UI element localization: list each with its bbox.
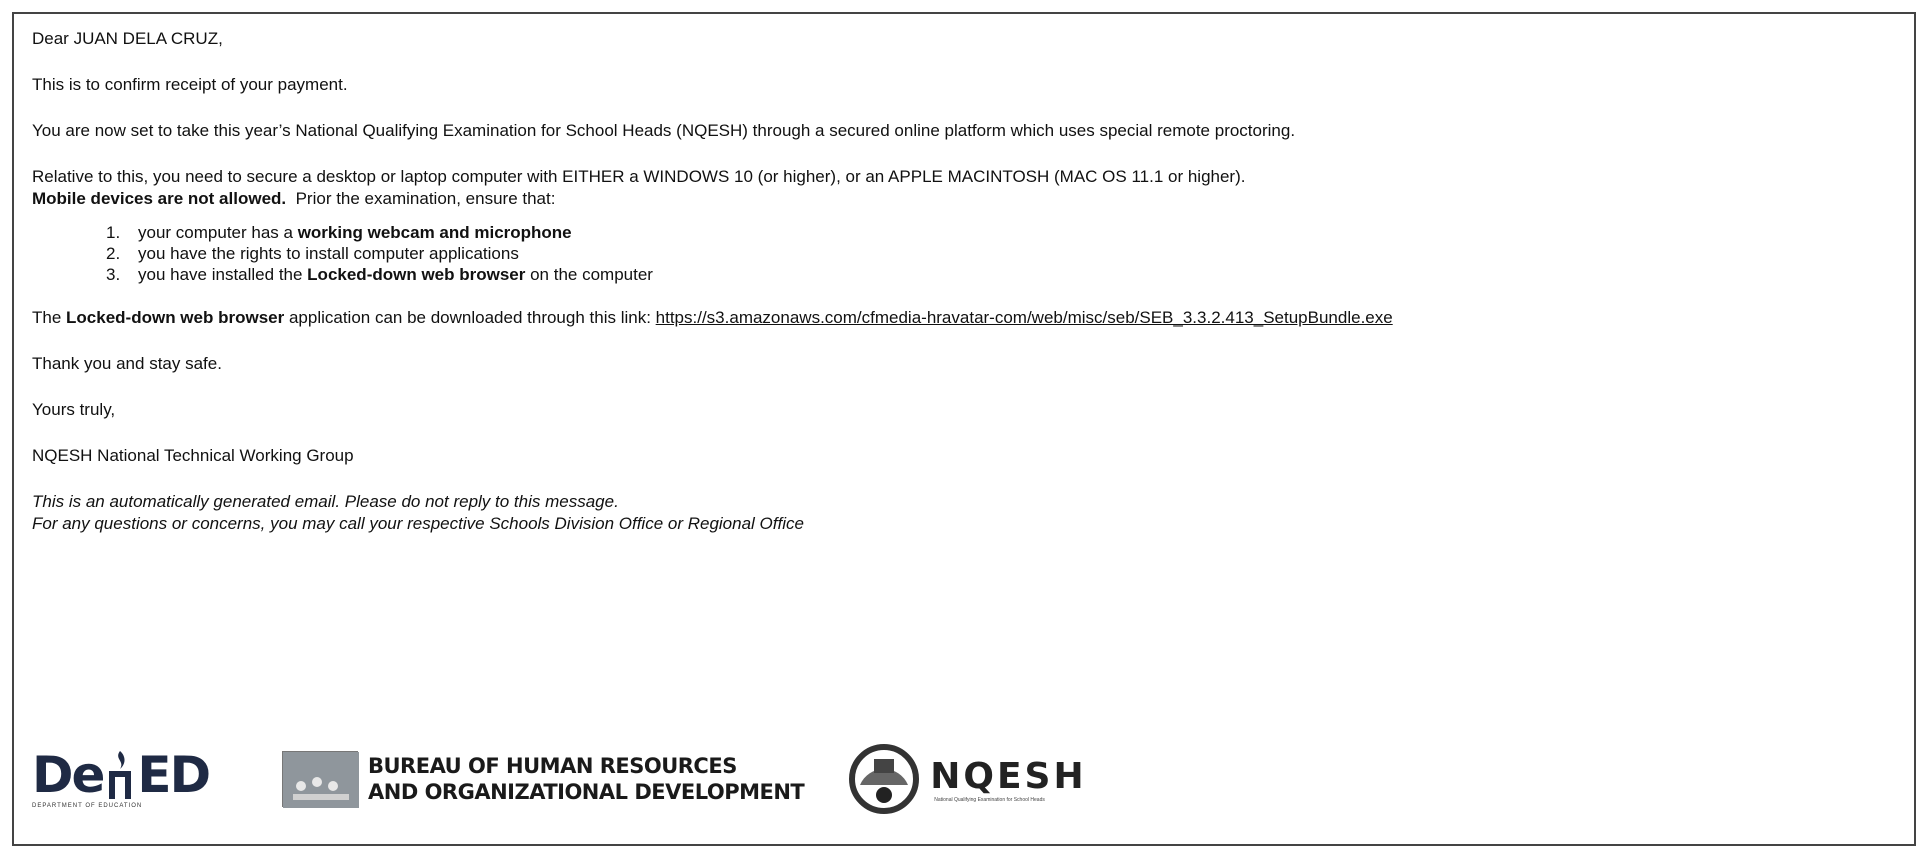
- list-bold: Locked-down web browser: [307, 265, 526, 284]
- list-text: you have the rights to install computer applications: [138, 244, 519, 263]
- download-text-mid: application can be downloaded through this link:: [284, 308, 656, 327]
- list-item: [106, 243, 1896, 264]
- paragraph-exam: You are now set to take this year’s National Qualifying Examination for School Heads (NQESH) through a secured online platform which uses special remote proctoring.: [32, 121, 1296, 140]
- signature-line: NQESH National Technical Working Group: [32, 446, 354, 465]
- requirements-rest: Prior the examination, ensure that:: [286, 189, 556, 208]
- list-text: your computer has a: [138, 223, 298, 242]
- list-number: 2.: [106, 244, 121, 263]
- paragraph-download: [32, 307, 1896, 329]
- mobile-warning: Mobile devices are not allowed.: [32, 189, 287, 208]
- list-item: [106, 264, 1896, 285]
- nqesh-emblem-icon: [844, 739, 924, 819]
- download-bold: Locked-down web browser: [66, 308, 285, 327]
- deped-word-left: De: [32, 746, 104, 804]
- thanks-line: Thank you and stay safe.: [32, 354, 222, 373]
- nqesh-wordmark: NQESH: [930, 755, 1087, 797]
- email-body: [32, 28, 1896, 535]
- greeting: Dear JUAN DELA CRUZ,: [32, 29, 223, 48]
- list-number: 3.: [106, 265, 121, 284]
- download-text: The: [32, 308, 67, 327]
- list-item: [106, 222, 1896, 243]
- list-text: you have installed the: [138, 265, 308, 284]
- bhrod-logo: [282, 751, 804, 807]
- paragraph-requirements: [32, 166, 1896, 210]
- auto-note: This is an automatically generated email. Please do not reply to this message.: [32, 492, 619, 511]
- download-link[interactable]: https://s3.amazonaws.com/cfmedia-hravatar-com/web/misc/seb/SEB_3.3.2.413_SetupBundle.exe: [655, 308, 1393, 327]
- deped-logo: [32, 746, 222, 809]
- list-bold: working webcam and microphone: [297, 223, 572, 242]
- deped-word-right: ED: [137, 746, 210, 804]
- contact-note: For any questions or concerns, you may call your respective Schools Division Office or Regional Office: [32, 514, 804, 533]
- list-text-end: on the computer: [525, 265, 653, 284]
- bhrod-line-1: BUREAU OF HUMAN RESOURCES: [368, 754, 737, 778]
- nqesh-subtitle: National Qualifying Examination for School Heads: [934, 796, 1045, 803]
- paragraph-receipt: This is to confirm receipt of your payment.: [32, 75, 348, 94]
- deped-subtitle: DEPARTMENT OF EDUCATION: [32, 803, 143, 809]
- requirements-line: Relative to this, you need to secure a desktop or laptop computer with EITHER a WINDOWS 10 (or higher), or an APPLE MACINTOSH (MAC OS 11.1 or higher).: [32, 167, 1246, 186]
- email-frame: [12, 12, 1916, 846]
- checklist: [106, 222, 1896, 285]
- bhrod-line-2: AND ORGANIZATIONAL DEVELOPMENT: [368, 780, 805, 804]
- logo-row: [32, 734, 1087, 824]
- closing-line: Yours truly,: [32, 400, 116, 419]
- list-number: 1.: [106, 223, 121, 242]
- bhrod-emblem-icon: [282, 751, 358, 807]
- torch-icon: [105, 749, 135, 801]
- nqesh-logo: [844, 739, 1086, 819]
